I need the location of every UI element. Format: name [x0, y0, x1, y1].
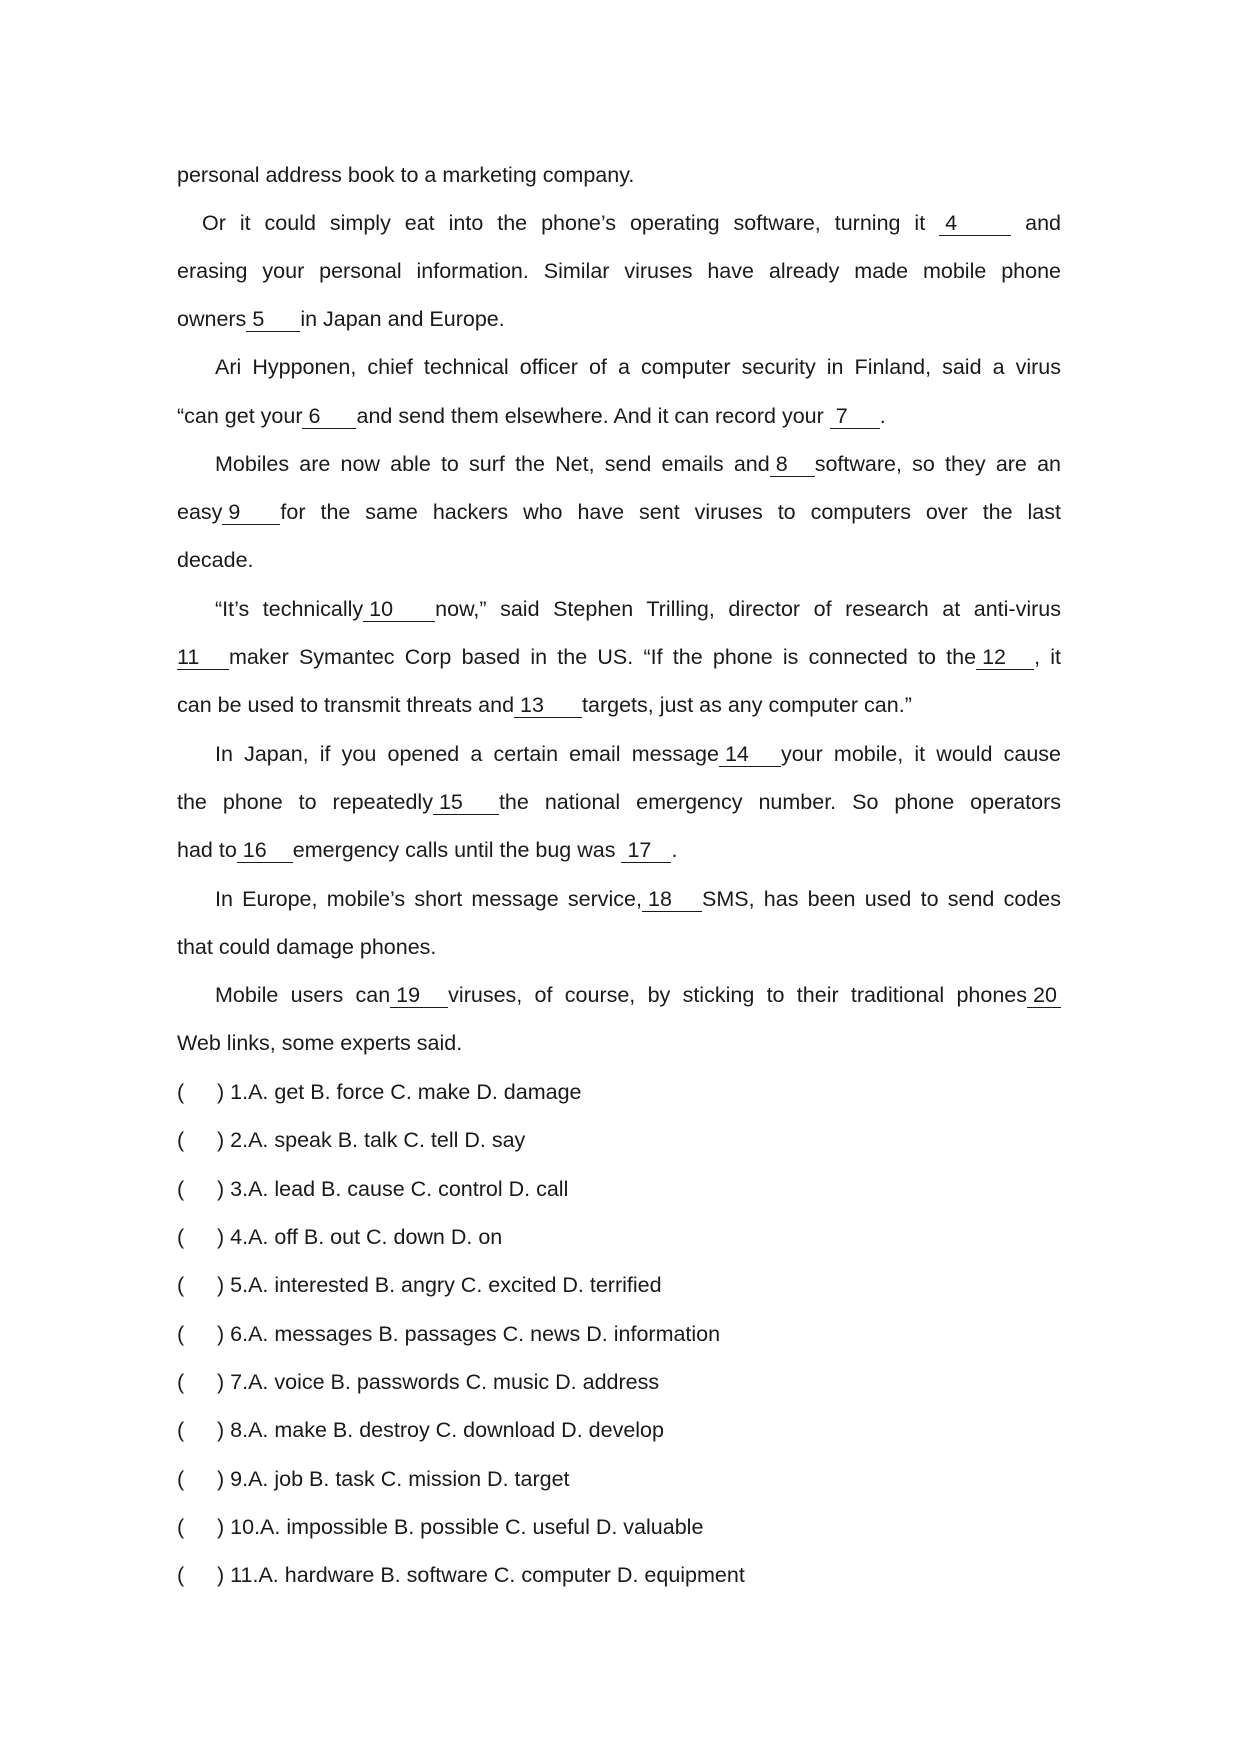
passage-text: emergency calls until the bug was	[292, 838, 616, 862]
passage-text: software, so they are an	[814, 452, 1061, 476]
question-options: 9.A. job B. task C. mission D. target	[230, 1467, 570, 1491]
answer-blank[interactable]	[433, 790, 499, 815]
passage-text: Or it could simply eat into the phone’s operating software, turning it	[202, 211, 926, 235]
question-item	[177, 1367, 1061, 1397]
answer-paren-close: )	[217, 1370, 225, 1394]
question-item	[177, 1464, 1061, 1494]
passage-text: easy	[177, 500, 223, 524]
passage-text: Ari Hypponen, chief technical officer of a computer security in Finland, said a virus	[215, 355, 1061, 379]
answer-blank[interactable]	[642, 887, 702, 912]
blank-number: 14	[724, 742, 749, 766]
answer-paren-open[interactable]: (	[177, 1177, 185, 1201]
answer-blank[interactable]	[390, 983, 448, 1008]
passage-text: SMS, has been used to send codes	[701, 887, 1061, 911]
passage-text: Mobiles are now able to surf the Net, send emails and	[215, 452, 770, 476]
blank-number: 8	[775, 452, 788, 476]
question-options: 2.A. speak B. talk C. tell D. say	[230, 1128, 526, 1152]
passage-text: .	[671, 838, 678, 862]
passage-line	[177, 497, 1061, 527]
passage-text: for the same hackers who have sent viruses to computers over the last	[280, 500, 1061, 524]
passage-text: and	[1025, 211, 1061, 235]
question-item	[177, 1125, 1061, 1155]
passage-text: viruses, of course, by sticking to their traditional phones	[448, 983, 1027, 1007]
answer-blank[interactable]	[830, 404, 880, 429]
passage-text: In Japan, if you opened a certain email message	[215, 742, 719, 766]
passage-text: the phone to repeatedly	[177, 790, 433, 814]
passage-text: personal address book to a marketing company.	[177, 163, 635, 187]
passage-line	[177, 401, 1061, 431]
answer-paren-open[interactable]: (	[177, 1322, 185, 1346]
question-item	[177, 1512, 1061, 1542]
passage-text: had to	[177, 838, 237, 862]
answer-paren-close: )	[217, 1467, 225, 1491]
passage-line	[177, 884, 1061, 914]
question-item	[177, 1077, 1061, 1107]
passage-text: targets, just as any computer can.”	[582, 693, 912, 717]
answer-paren-close: )	[217, 1080, 225, 1104]
answer-blank[interactable]	[222, 500, 280, 525]
blank-number: 20	[1032, 983, 1057, 1007]
answer-paren-close: )	[217, 1128, 225, 1152]
passage-text: erasing your personal information. Similar viruses have already made mobile phone	[177, 259, 1061, 283]
question-options: 5.A. interested B. angry C. excited D. terrified	[230, 1273, 662, 1297]
blank-number: 4	[945, 211, 958, 235]
blank-number: 18	[647, 887, 672, 911]
blank-number: 6	[308, 404, 321, 428]
passage-text: “can get your	[177, 404, 303, 428]
question-options: 7.A. voice B. passwords C. music D. address	[230, 1370, 660, 1394]
passage-line	[177, 545, 1061, 575]
blank-number: 9	[228, 500, 241, 524]
answer-blank[interactable]	[621, 838, 671, 863]
blank-number: 11	[177, 645, 200, 669]
blank-number: 12	[982, 645, 1006, 669]
passage-line	[177, 160, 1061, 190]
question-item	[177, 1174, 1061, 1204]
passage-line	[177, 449, 1061, 479]
passage-line	[177, 739, 1061, 769]
question-item	[177, 1415, 1061, 1445]
passage-text: the national emergency number. So phone operators	[498, 790, 1061, 814]
answer-blank[interactable]	[237, 838, 293, 863]
blank-number: 15	[438, 790, 463, 814]
passage-text: “It’s technically	[215, 597, 364, 621]
answer-blank[interactable]	[976, 645, 1034, 670]
question-options: 10.A. impossible B. possible C. useful D. valuable	[230, 1515, 704, 1539]
answer-blank[interactable]	[514, 693, 582, 718]
passage-text: , it	[1034, 645, 1061, 669]
passage-line	[177, 208, 1061, 238]
answer-paren-close: )	[217, 1322, 225, 1346]
blank-number: 16	[242, 838, 267, 862]
passage-text: owners	[177, 307, 247, 331]
answer-paren-open[interactable]: (	[177, 1128, 185, 1152]
passage-line	[177, 835, 1061, 865]
answer-paren-open[interactable]: (	[177, 1225, 185, 1249]
answer-blank[interactable]	[302, 404, 356, 429]
passage-line	[177, 352, 1061, 382]
answer-blank[interactable]	[770, 452, 815, 477]
answer-blank[interactable]	[363, 597, 435, 622]
question-options: 11.A. hardware B. software C. computer D. equipment	[230, 1563, 745, 1587]
answer-paren-open[interactable]: (	[177, 1370, 185, 1394]
answer-paren-close: )	[217, 1177, 225, 1201]
passage-text: and send them elsewhere. And it can record your	[356, 404, 824, 428]
answer-paren-close: )	[217, 1225, 225, 1249]
passage-text: that could damage phones.	[177, 935, 437, 959]
answer-paren-close: )	[217, 1515, 225, 1539]
passage-text: now,” said Stephen Trilling, director of research at anti-virus	[435, 597, 1061, 621]
blank-number: 7	[835, 404, 848, 428]
passage-line	[177, 787, 1061, 817]
blank-number: 13	[520, 693, 544, 717]
answer-paren-open[interactable]: (	[177, 1515, 185, 1539]
question-options: 1.A. get B. force C. make D. damage	[230, 1080, 582, 1104]
passage-line	[177, 256, 1061, 286]
question-item	[177, 1560, 1061, 1590]
answer-paren-open[interactable]: (	[177, 1273, 185, 1297]
passage-line	[177, 1028, 1061, 1058]
passage-line	[177, 980, 1061, 1010]
question-options: 6.A. messages B. passages C. news D. information	[230, 1322, 721, 1346]
question-options: 3.A. lead B. cause C. control D. call	[230, 1177, 569, 1201]
passage-text: maker Symantec Corp based in the US. “If the phone is connected to the	[229, 645, 977, 669]
blank-number: 10	[369, 597, 394, 621]
passage-line	[177, 932, 1061, 962]
blank-number: 5	[252, 307, 265, 331]
passage-text: decade.	[177, 548, 254, 572]
answer-paren-open[interactable]: (	[177, 1418, 185, 1442]
passage-text: Mobile users can	[215, 983, 391, 1007]
question-options: 4.A. off B. out C. down D. on	[230, 1225, 503, 1249]
question-item	[177, 1319, 1061, 1349]
answer-paren-close: )	[217, 1563, 225, 1587]
answer-paren-open[interactable]: (	[177, 1563, 185, 1587]
answer-paren-close: )	[217, 1418, 225, 1442]
passage-line	[177, 594, 1061, 624]
blank-number: 19	[396, 983, 421, 1007]
question-item	[177, 1270, 1061, 1300]
passage-text: your mobile, it would cause	[780, 742, 1061, 766]
question-item	[177, 1222, 1061, 1252]
answer-paren-close: )	[217, 1273, 225, 1297]
passage-text: .	[879, 404, 886, 428]
answer-blank[interactable]	[246, 307, 300, 332]
answer-blank[interactable]	[719, 742, 781, 767]
passage-line	[177, 304, 1061, 334]
answer-blank[interactable]	[1027, 983, 1061, 1008]
passage-line	[177, 690, 1061, 720]
answer-paren-open[interactable]: (	[177, 1080, 185, 1104]
answer-paren-open[interactable]: (	[177, 1467, 185, 1491]
passage-text: can be used to transmit threats and	[177, 693, 515, 717]
blank-number: 17	[627, 838, 652, 862]
passage-text: In Europe, mobile’s short message service,	[215, 887, 642, 911]
passage-line	[177, 642, 1061, 672]
passage-text: Web links, some experts said.	[177, 1031, 463, 1055]
question-options: 8.A. make B. destroy C. download D. develop	[230, 1418, 664, 1442]
answer-blank[interactable]	[177, 645, 229, 670]
passage-text: in Japan and Europe.	[300, 307, 505, 331]
answer-blank[interactable]	[939, 211, 1011, 236]
